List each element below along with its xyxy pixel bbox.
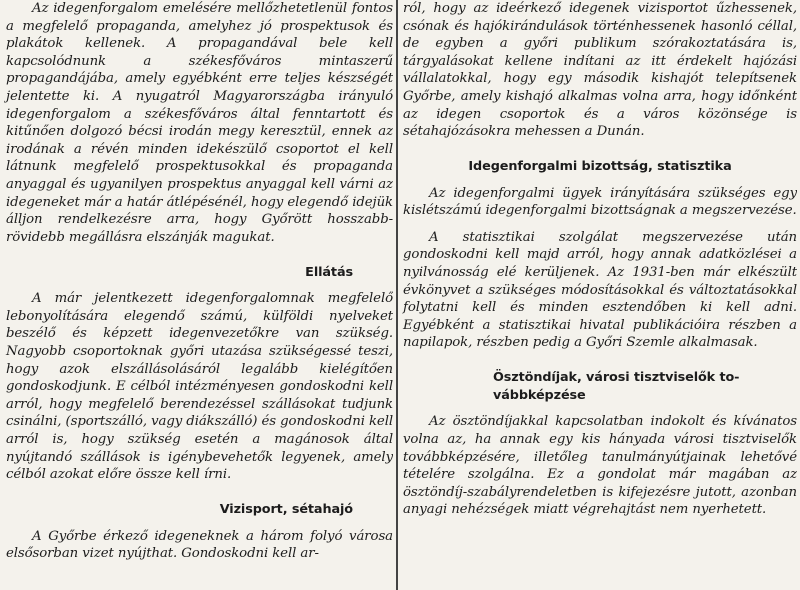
heading-vizisport: Vizisport, sétahajó: [219, 502, 353, 518]
spacer: [403, 176, 797, 185]
paragraph-bizottsag: Az idegenforgalmi ügyek irányítására szükséges egy kislétszámú idegenforgalmi bizottságnak a megszervezése.: [403, 185, 797, 219]
paragraph-vizisport-continued: ról, hogy az ideérkező idegenek vizisportot űzhessenek, csónak és hajókirándulások történhessenek hasonló céllal, de egyben a győri publikum szórakoztatására is, tárgyalásokat kellene indítani az itt érdekelt hajózási vállalatokkal, hogy egy második kishajót telepítsenek Győrbe, amely kishajó alkalmas volna arra, hogy időnként az idegen csoportok és a város közönsége is sétahajózásokra mehessen a Dunán.: [403, 1, 797, 140]
spacer: [6, 282, 393, 291]
column-divider: [396, 0, 398, 590]
spacer: [6, 484, 393, 502]
paragraph-osztondijak: Az ösztöndíjakkal kapcsolatban indokolt és kívánatos volna az, ha annak egy kis hányada városi tisztviselők továbbképzésére, illetőleg tanulmányútjainak lehetővé tételére szolgálna. Ez a gondolat már magában az ösztöndíj-szabályrendeletben is kifejezésre jutott, azonban anyagi nehézségek miatt végrehajtást nem nyerhetett.: [403, 414, 797, 518]
spacer: [403, 141, 797, 159]
spacer: [403, 220, 797, 229]
paragraph-ellatas: A már jelentkezett idegenforgalomnak megfelelő lebonyolítására elegendő számú, külföldi nyelveket beszélő és képzett idegenvezetőkre van szükség. Nagyobb csoportoknak győri utazása szükségessé teszi, hogy azok elszállásolásáról legalább kielégítően gondoskodjunk. E célból intézményesen gondoskodni kell arról, hogy megfelelő berendezéssel szállásokat tudjunk csinálni, (sportszálló, vagy diákszálló) és gondoskodni kell arról is, hogy szükség esetén a magánosok által nyújtandó szállások is igénybevehetők legyenek, amely célból azokat előre össze kell írni.: [6, 291, 393, 483]
spacer: [403, 352, 797, 370]
left-column: [4, 0, 393, 590]
paragraph-statisztika: A statisztikai szolgálat megszervezése után gondoskodni kell majd arról, hogy annak adatközlései a nyilvánosság elé kerüljenek. Az 1931-ben már elkészült évkönyvet a szükséges módosításokkal és változtatásokkal folytatni kell és minden esztendőben ki kell adni. Egyébként a statisztikai hivatal publikációira részben a napilapok, részben pedig a Győri Szemle alkalmasak.: [403, 229, 797, 351]
heading-osztondijak-line1: Ösztöndíjak, városi tisztviselők to-: [493, 370, 740, 386]
spacer: [6, 246, 393, 264]
heading-ellatas: Ellátás: [305, 264, 353, 280]
right-column: [401, 0, 797, 590]
heading-osztondijak-line2: vábbképzése: [493, 388, 586, 404]
spacer: [6, 519, 393, 528]
paragraph-propaganda: Az idegenforgalom emelésére mellőzhetetlenül fontos a megfelelő propaganda, amelyhez jó prospektusok és plakátok kellenek. A propagandával bele kell kapcsolódnunk a székesfőváros mintaszerű propagandájába, amely egyébként erre teljes készségét jelentette ki. A nyugatról Magyarországba irányuló idegenforgalom a székesfőváros által fenntartott és kitűnően dolgozó bécsi irodán megy keresztül, ennek az irodának a révén minden idekészülő csoportot el kell látnunk megfelelő prospektusokkal és propaganda anyaggal és ugyanilyen prospektus anyaggal kell várni az idegeneket már a határ átlépésénél, hogy elegendő idejük álljon rendelkezésre arra, hogy Győrött hosszabb-rövidebb megállásra elszánják magukat.: [6, 1, 393, 245]
spacer: [403, 405, 797, 414]
paragraph-vizisport: A Győrbe érkező idegeneknek a három folyó városa elsősorban vizet nyújthat. Gondoskodni kell ar-: [6, 528, 393, 562]
heading-bizottsag-statisztika: Idegenforgalmi bizottság, statisztika: [468, 159, 732, 175]
